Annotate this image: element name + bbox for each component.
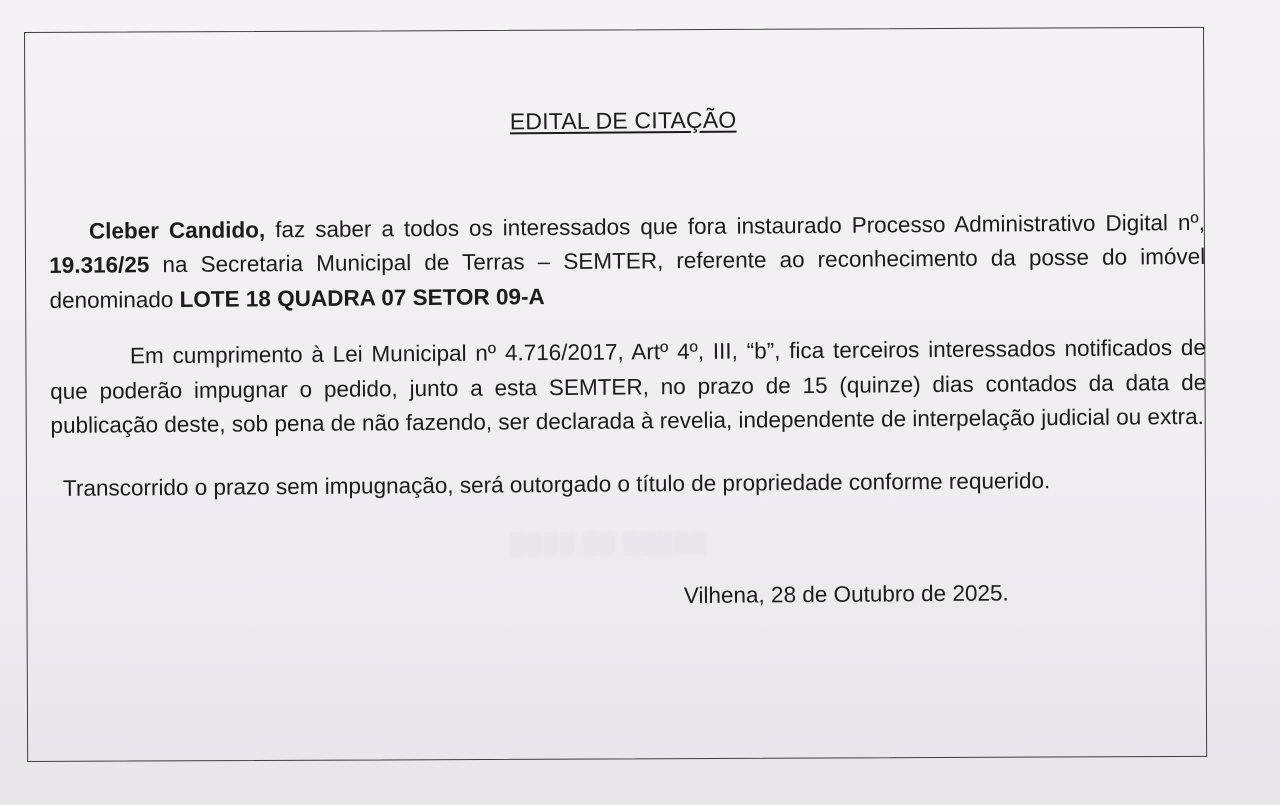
process-number: 19.316/25 (49, 252, 150, 278)
paragraph-conclusion: Transcorrido o prazo sem impugnação, será outorgado o título de propriedade conforme requerido. (62, 467, 1051, 501)
notice-text-b: na Secretaria Municipal de Terras – SEMTER, referente ao reconhecimento da posse do imóvel denominado (49, 243, 1206, 313)
place-and-date: Vilhena, 28 de Outubro de 2025. (683, 580, 1009, 609)
property-designation: LOTE 18 QUADRA 07 SETOR 09-A (179, 283, 545, 312)
bleed-through-marks: ▒▒▒▒ ▒▒ ▒▒▒▒▒ (509, 529, 707, 556)
applicant-name: Cleber Candido, (88, 216, 266, 244)
paragraph-legal-basis: Em cumprimento à Lei Municipal nº 4.716/2017, Artº 4º, III, “b”, fica terceiros interessados notificados de que poderão impugnar o pedido, junto a esta SEMTER, no prazo de 15 (quinze) dias contados da data de publicação deste, sob pena de não fazendo, ser declarada à revelia, independente de interpelação judicial ou extra. (50, 334, 1207, 438)
paragraph-notice (49, 205, 1206, 318)
document-body (48, 99, 1212, 619)
notice-text-a: faz saber a todos os interessados que fora instaurado Processo Administrativo Digital nº, (265, 209, 1206, 242)
document-title: EDITAL DE CITAÇÃO (509, 106, 737, 135)
